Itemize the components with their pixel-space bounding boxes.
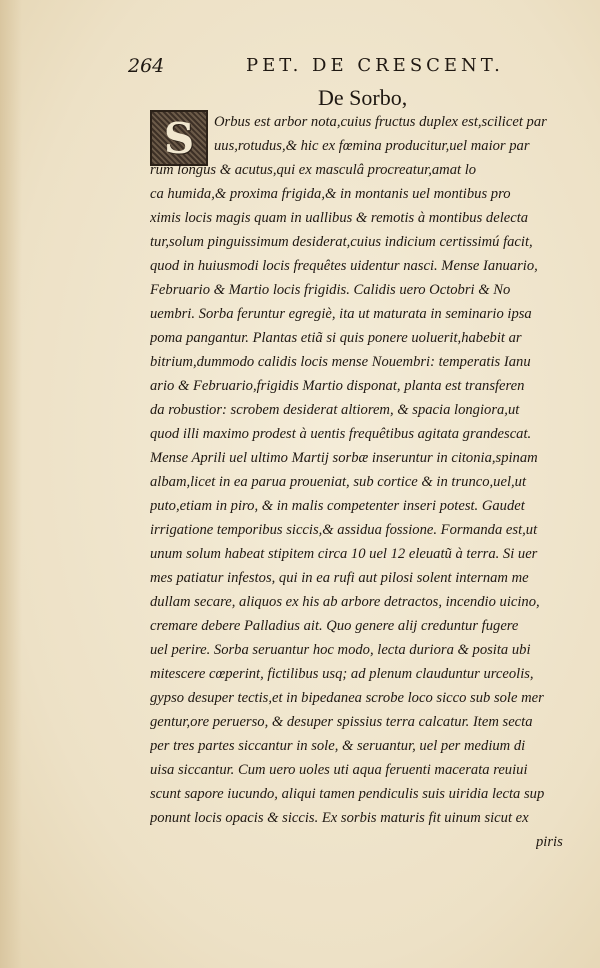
text-line: puto,etiam in piro, & in malis competenter inseri potest. Gaudet [150, 498, 525, 514]
text-line: poma pangantur. Plantas etiã si quis ponere uoluerit,habebit ar [150, 330, 522, 346]
text-line: ponunt locis opacis & siccis. Ex sorbis maturis fit uinum sicut ex [150, 810, 529, 826]
text-line: uisa siccantur. Cum uero uoles uti aqua feruenti macerata reuiui [150, 762, 528, 778]
text-line: uel perire. Sorba seruantur hoc modo, lecta duriora & posita ubi [150, 642, 531, 658]
text-line: Mense Aprili uel ultimo Martij sorbæ inseruntur in citonia,spinam [150, 450, 538, 466]
text-line: mes patiatur infestos, qui in ea rufi aut pilosi solent internam me [150, 570, 529, 586]
page-number: 264 [128, 55, 165, 77]
initial-letter: S [163, 113, 195, 163]
text-line: scunt sapore iucundo, aliqui tamen pendiculis suis uiridia lecta sup [150, 786, 545, 802]
text-line: cremare debere Palladius ait. Quo genere alij creduntur fugere [150, 618, 519, 634]
text-line: albam,licet in ea parua proueniat, sub cortice & in trunco,uel,ut [150, 474, 527, 490]
section-title: De Sorbo, [318, 85, 408, 110]
text-line: mitescere cœperint, fictilibus usq; ad plenum clauduntur urceolis, [150, 666, 534, 682]
text-line: gypso desuper tectis,et in bipedanea scrobe loco sicco sub sole mer [150, 690, 544, 706]
text-line: uembri. Sorba feruntur egregiè, ita ut maturata in seminario ipsa [150, 306, 532, 322]
text-line: tur,solum pinguissimum desiderat,cuius indicium certissimú facit, [150, 234, 533, 250]
text-line: ximis locis magis quam in uallibus & remotis à montibus delecta [150, 210, 529, 226]
text-line: quod in huiusmodi locis frequêtes uidentur nasci. Mense Ianuario, [150, 258, 538, 274]
text-line: Februario & Martio locis frigidis. Calidis uero Octobri & No [150, 282, 511, 298]
text-line: per tres partes siccantur in sole, & seruantur, uel per medium di [150, 738, 526, 754]
text-line: uus,rotudus,& hic ex fœmina producitur,uel maior par [214, 138, 530, 154]
catchword: piris [536, 834, 563, 850]
text-line: unum solum habeat stipitem circa 10 uel 12 eleuatũ à terra. Si uer [150, 546, 538, 562]
text-line: quod illi maximo prodest à uentis frequêtibus agitata grandescat. [150, 426, 532, 442]
text-line: ario & Februario,frigidis Martio disponat, planta est transferen [150, 378, 525, 394]
text-line: gentur,ore peruerso, & desuper spissius terra calcatur. Item secta [150, 714, 533, 730]
text-line: dullam secare, aliquos ex his ab arbore detractos, incendio uicino, [150, 594, 540, 610]
running-title: PET. DE CRESCENT. [246, 55, 504, 76]
text-line: ca humida,& proxima frigida,& in montanis uel montibus pro [150, 186, 511, 202]
text-line: irrigatione temporibus siccis,& assidua fossione. Formanda est,ut [150, 522, 538, 538]
text-line: da robustior: scrobem desiderat altiorem, & spacia longiora,ut [150, 402, 520, 418]
text-line: bitrium,dummodo calidis locis mense Nouembri: temperatis Ianu [150, 354, 531, 370]
text-line: rum longus & acutus,qui ex masculâ procreatur,amat lo [150, 162, 477, 178]
text-line: Orbus est arbor nota,cuius fructus duplex est,scilicet par [214, 114, 547, 130]
